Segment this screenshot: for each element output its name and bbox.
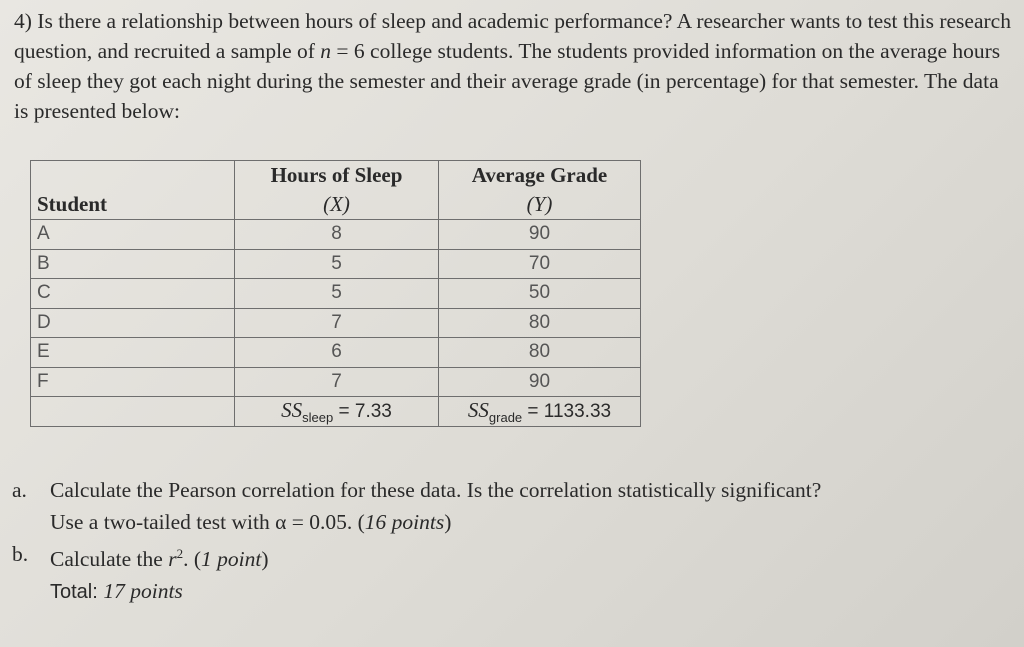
ss-sleep-subscript: sleep xyxy=(302,409,334,425)
part-b xyxy=(12,538,1012,575)
question-prompt xyxy=(14,6,1014,126)
ss-sleep-value: = 7.33 xyxy=(333,400,392,422)
part-b-mid: . ( xyxy=(183,547,201,572)
ss-grade-subscript: grade xyxy=(488,409,523,425)
cell-hours: 8 xyxy=(235,220,439,250)
cell-student: C xyxy=(31,279,235,309)
ss-grade-symbol: SS xyxy=(467,397,489,422)
sample-size-value: = 6 xyxy=(331,39,365,63)
header-hours-var: (X) xyxy=(323,192,350,216)
question-number: 4) xyxy=(14,9,32,33)
header-grade-var: (Y) xyxy=(526,192,553,216)
cell-hours: 6 xyxy=(235,338,439,368)
cell-student: A xyxy=(31,220,235,250)
ss-sleep-cell xyxy=(235,397,439,427)
table-header-row xyxy=(31,161,641,220)
table-row xyxy=(31,249,641,279)
table-row xyxy=(31,308,641,338)
part-a-line1: Calculate the Pearson correlation for these data. Is the correlation statistically significant? xyxy=(50,478,822,502)
ss-grade-value: = 1133.33 xyxy=(522,400,612,422)
part-a-letter: a. xyxy=(12,478,27,502)
table-row xyxy=(31,220,641,250)
question-text-part2: college students. The students provided information on the average hours of sleep they got each night during the semester and their average grade (in percentage) for that semester. The data is presented below: xyxy=(14,39,1001,123)
header-hours xyxy=(235,161,439,220)
cell-student: E xyxy=(31,338,235,368)
cell-hours: 5 xyxy=(235,249,439,279)
sample-size-variable: n xyxy=(320,39,332,63)
table-row xyxy=(31,279,641,309)
cell-grade: 80 xyxy=(439,308,641,338)
footer-empty-cell xyxy=(31,397,235,427)
cell-grade: 80 xyxy=(439,338,641,368)
part-b-post: ) xyxy=(261,547,269,572)
ss-grade-cell xyxy=(439,397,641,427)
header-grade-title: Average Grade xyxy=(471,163,608,187)
cell-student: F xyxy=(31,367,235,397)
table-row xyxy=(31,338,641,368)
cell-student: B xyxy=(31,249,235,279)
part-a xyxy=(12,474,1012,506)
data-table xyxy=(30,160,641,427)
cell-hours: 5 xyxy=(235,279,439,309)
header-grade xyxy=(439,161,641,220)
part-b-letter: b. xyxy=(12,542,29,566)
sub-questions xyxy=(12,474,1012,608)
header-hours-title: Hours of Sleep xyxy=(270,163,403,187)
cell-grade: 90 xyxy=(439,367,641,397)
cell-grade: 90 xyxy=(439,220,641,250)
r-variable: r xyxy=(168,547,177,572)
part-b-text xyxy=(50,538,1012,575)
total-value: 17 points xyxy=(103,579,183,604)
part-a-line2 xyxy=(12,506,1012,538)
r-exponent: 2 xyxy=(176,546,184,561)
total-label: Total: xyxy=(50,581,104,604)
table-footer-row xyxy=(31,397,641,427)
part-b-pre: Calculate the xyxy=(50,547,169,572)
part-b-points: 1 point xyxy=(201,547,262,572)
cell-hours: 7 xyxy=(235,367,439,397)
cell-grade: 50 xyxy=(439,279,641,309)
total-line xyxy=(12,575,1012,608)
question-text-part1: Is there a relationship between hours of sleep and academic performance? A researcher wants to test this research question, and recruited a sample of xyxy=(14,9,1011,63)
header-student: Student xyxy=(31,161,235,220)
part-a-line2-pre: Use a two-tailed test with α = 0.05. ( xyxy=(50,510,365,534)
ss-sleep-symbol: SS xyxy=(281,397,303,422)
part-a-line2-post: ) xyxy=(444,510,452,534)
cell-hours: 7 xyxy=(235,308,439,338)
table-row xyxy=(31,367,641,397)
part-a-points: 16 points xyxy=(364,510,445,534)
cell-student: D xyxy=(31,308,235,338)
cell-grade: 70 xyxy=(439,249,641,279)
